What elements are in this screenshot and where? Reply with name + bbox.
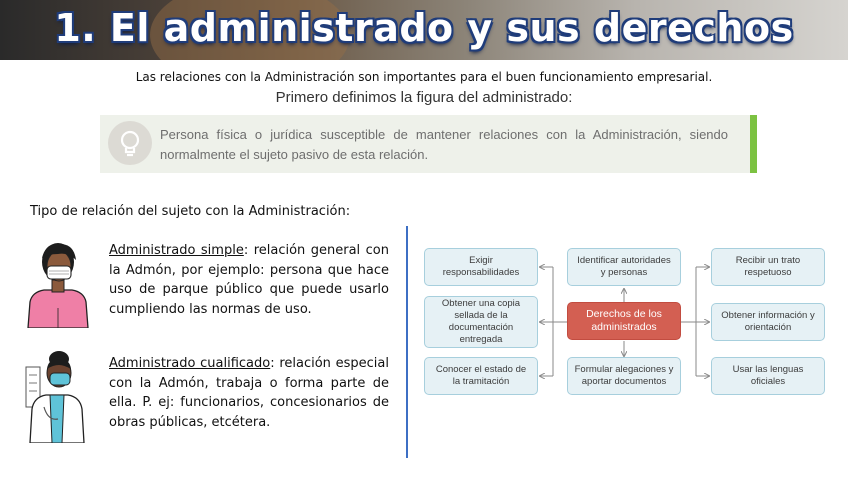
definition-text: Persona física o jurídica susceptible de mantener relaciones con la Administración, siendo normalmente el sujeto pasivo de esta relación. bbox=[160, 127, 728, 162]
intro-text: Las relaciones con la Administración son importantes para el buen funcionamiento empresarial. bbox=[135, 70, 713, 84]
node-identificar-autoridades: Identificar autoridades y personas bbox=[567, 248, 681, 286]
type-simple-term: Administrado simple bbox=[109, 243, 244, 258]
node-obtener-copia: Obtener una copia sellada de la documentación entregada bbox=[424, 296, 538, 348]
type-qualified-term: Administrado cualificado bbox=[109, 356, 271, 371]
node-conocer-estado: Conocer el estado de la tramitación bbox=[424, 357, 538, 395]
node-usar-lenguas: Usar las lenguas oficiales bbox=[711, 357, 825, 395]
slide-title: 1. El administrado y sus derechos bbox=[54, 6, 794, 50]
type-simple-text: : relación general con la Admón, por ejemplo: persona que hace uso de parque público que puede usarlo cumpliendo las normas de uso. bbox=[109, 243, 389, 317]
subintro-text: Primero definimos la figura del administrado: bbox=[275, 89, 573, 106]
node-formular-alegaciones: Formular alegaciones y aportar documentos bbox=[567, 357, 681, 395]
node-derechos-center: Derechos de los administrados bbox=[567, 302, 681, 340]
node-recibir-trato: Recibir un trato respetuoso bbox=[711, 248, 825, 286]
node-obtener-informacion: Obtener información y orientación bbox=[711, 303, 825, 341]
section-label: Tipo de relación del sujeto con la Administración: bbox=[30, 204, 351, 219]
type-qualified-text: : relación especial con la Admón, trabaja o forma parte de ella. P. ej: funcionarios, concesionarios de obras públicas, etcétera. bbox=[109, 356, 389, 430]
node-exigir-responsabilidades: Exigir responsabilidades bbox=[424, 248, 538, 286]
